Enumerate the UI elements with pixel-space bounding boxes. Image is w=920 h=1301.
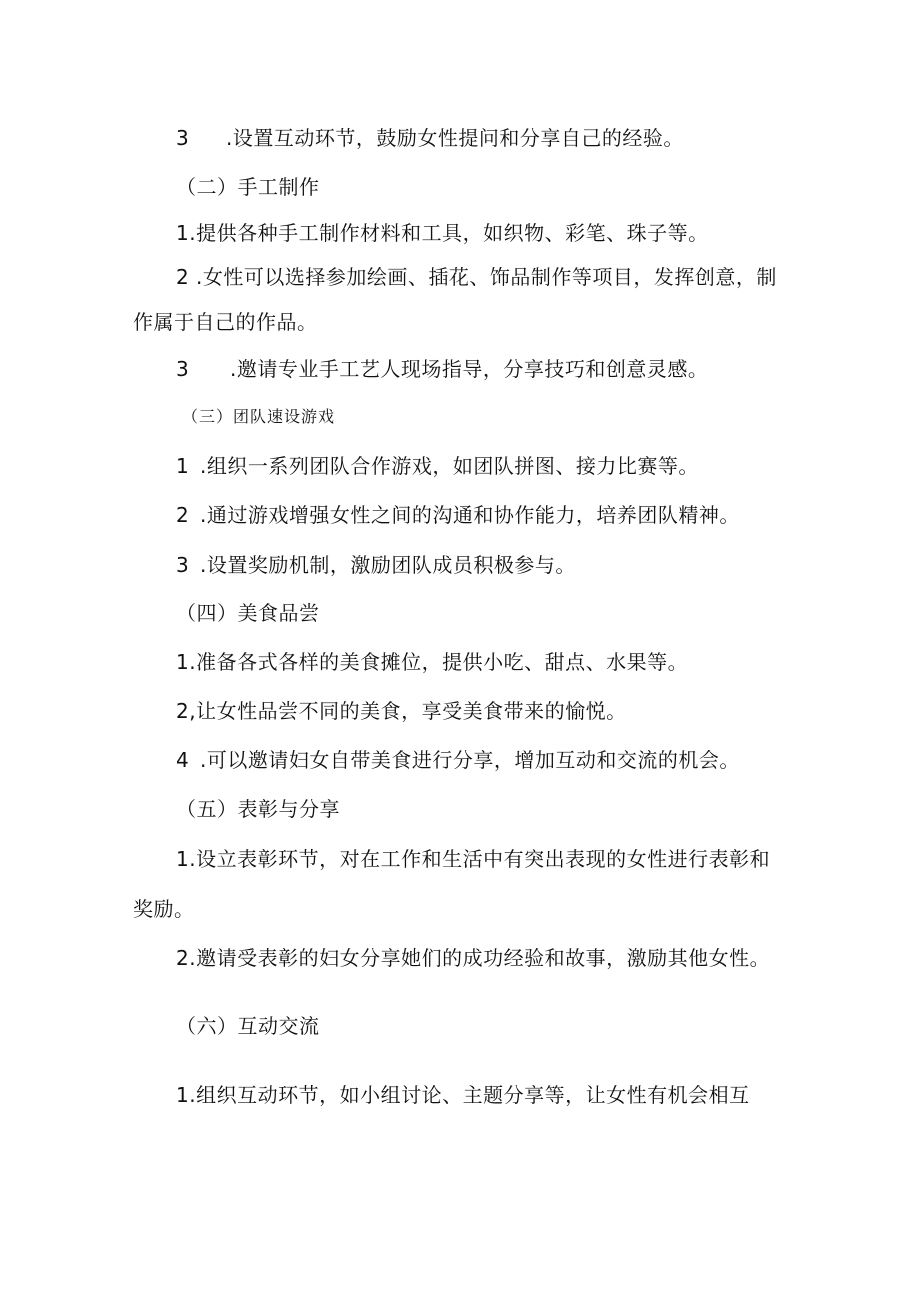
line-text: 2,让女性品尝不同的美食，享受美食带来的愉悦。 — [176, 699, 627, 723]
line-text: 1.准备各式各样的美食摊位，提供小吃、甜点、水果等。 — [176, 650, 689, 674]
line-text: .设置奖励机制，激励团队成员积极参与。 — [200, 553, 576, 577]
paragraph-line — [176, 219, 709, 247]
heading-text: （三）团队速设游戏 — [182, 407, 336, 426]
line-text: .设置互动环节，鼓励女性提问和分享自己的经验。 — [226, 126, 684, 150]
line-text: .邀请专业手工艺人现场指导，分享技巧和创意灵感。 — [230, 357, 709, 381]
heading-text: （五）表彰与分享 — [176, 797, 340, 821]
paragraph-line — [176, 551, 576, 579]
item-number: 2 — [176, 503, 190, 527]
line-text: .可以邀请妇女自带美食进行分享，增加互动和交流的机会。 — [200, 748, 740, 772]
line-text: 奖励。 — [133, 897, 195, 921]
line-text: 1.提供各种手工制作材料和工具，如织物、彩笔、珠子等。 — [176, 221, 709, 245]
line-text: .通过游戏增强女性之间的沟通和协作能力，培养团队精神。 — [200, 503, 740, 527]
section-heading — [176, 1012, 320, 1040]
line-text: 1.设立表彰环节，对在工作和生活中有突出表现的女性进行表彰和 — [176, 847, 771, 871]
item-number: 1 — [176, 454, 190, 478]
line-text: 2.邀请受表彰的妇女分享她们的成功经验和故事，激励其他女性。 — [176, 946, 771, 970]
paragraph-line — [176, 452, 699, 480]
paragraph-line — [133, 308, 318, 336]
item-number: 3 — [176, 126, 190, 150]
paragraph-line — [176, 746, 740, 774]
paragraph-line — [176, 697, 627, 725]
paragraph-line — [176, 263, 777, 291]
item-number: 3 — [176, 553, 190, 577]
paragraph-line — [176, 944, 770, 972]
paragraph-line — [176, 355, 708, 383]
line-text: .组织一系列团队合作游戏，如团队拼图、接力比赛等。 — [200, 454, 699, 478]
item-number: 3 — [176, 357, 190, 381]
item-number: 2 — [176, 265, 190, 289]
paragraph-line — [176, 501, 740, 529]
paragraph-line — [176, 648, 688, 676]
section-heading — [182, 403, 335, 431]
paragraph-line — [176, 845, 770, 873]
item-number: 4 — [176, 748, 190, 772]
section-heading — [176, 795, 340, 823]
heading-text: （二）手工制作 — [176, 175, 320, 199]
section-heading — [176, 173, 320, 201]
paragraph-line — [133, 895, 195, 923]
paragraph-line — [176, 124, 684, 152]
line-text: 作属于自己的作品。 — [133, 310, 318, 334]
line-text: 1.组织互动环节，如小组讨论、主题分享等，让女性有机会相互 — [176, 1083, 750, 1107]
heading-text: （六）互动交流 — [176, 1014, 320, 1038]
heading-text: （四）美食品尝 — [176, 601, 320, 625]
line-text: .女性可以选择参加绘画、插花、饰品制作等项目，发挥创意，制 — [196, 265, 777, 289]
paragraph-line — [176, 1081, 750, 1109]
section-heading — [176, 599, 320, 627]
